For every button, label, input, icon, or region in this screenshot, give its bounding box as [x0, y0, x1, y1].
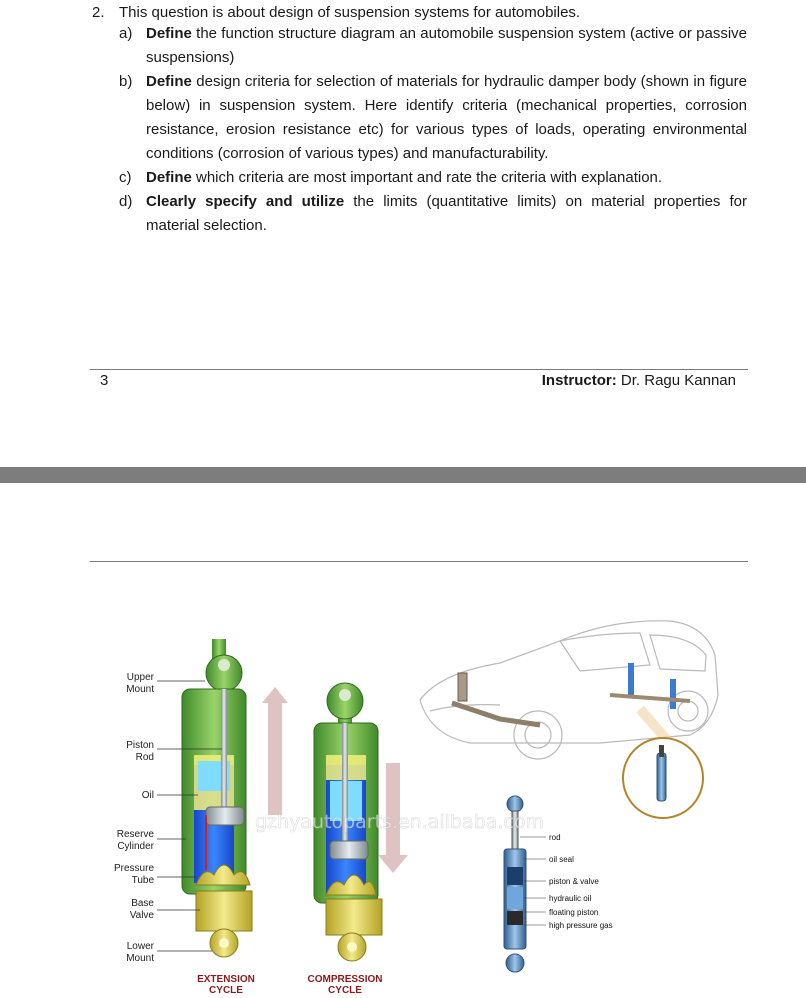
question-item-a: [119, 22, 747, 70]
question-title: This question is about design of suspension systems for automobiles.: [119, 4, 581, 21]
label-hydraulic-oil: hydraulic oil: [549, 894, 592, 903]
instructor-label: Instructor:: [541, 372, 617, 389]
instructor-credit: [542, 372, 736, 389]
header-rule: [90, 561, 748, 562]
question-item-d: [119, 190, 747, 238]
label-base-valve: Base Valve: [129, 898, 154, 921]
item-text: design criteria for selection of materials for hydraulic damper body (shown in figure below) in suspension system. Here identify criteria (mechanical properties, corrosion resistance, erosion resistance etc) for various types of loads, operating environmental conditions (corrosion of various types) and manufacturability.: [146, 73, 747, 162]
label-oil-seal: oil seal: [549, 855, 574, 864]
item-label: c): [119, 169, 132, 186]
question-item-b: [119, 70, 747, 166]
item-keyword: Clearly specify and utilize: [146, 193, 345, 210]
item-keyword: Define: [146, 169, 192, 186]
page-break-band: [0, 467, 806, 483]
page-number: 3: [100, 372, 109, 389]
item-label: b): [119, 73, 133, 90]
label-piston-rod: Piston Rod: [126, 740, 154, 763]
item-text: the limits (quantitative limits) on material properties for material selection.: [146, 193, 747, 234]
label-reserve-cylinder: Reserve Cylinder: [116, 829, 154, 852]
label-lower-mount: Lower Mount: [126, 941, 154, 964]
question-item-c: [119, 166, 747, 190]
item-label: a): [119, 25, 133, 42]
label-floating-piston: floating piston: [549, 908, 599, 917]
label-piston-valve: piston & valve: [549, 877, 599, 886]
footer-rule: [90, 369, 748, 370]
label-rod: rod: [549, 833, 561, 842]
item-text: the function structure diagram an automobile suspension system (active or passive suspensions): [146, 25, 747, 66]
item-keyword: Define: [146, 73, 192, 90]
item-keyword: Define: [146, 25, 192, 42]
watermark-text: gzhyautoparts.en.alibaba.com: [255, 811, 544, 833]
item-text: which criteria are most important and rate the criteria with explanation.: [191, 169, 663, 186]
label-upper-mount: Upper Mount: [126, 672, 154, 695]
item-label: d): [119, 193, 133, 210]
damper-zoom-circle: [623, 738, 703, 818]
instructor-name: Dr. Ragu Kannan: [616, 372, 736, 389]
label-pressure-tube: Pressure Tube: [113, 863, 154, 886]
caption-extension-cycle: EXTENSION CYCLE: [197, 974, 255, 996]
question-number: 2.: [92, 4, 105, 21]
caption-compression-cycle: COMPRESSION CYCLE: [307, 974, 383, 996]
extension-damper: [182, 639, 252, 957]
label-high-pressure-gas: high pressure gas: [549, 921, 613, 930]
label-oil: Oil: [141, 790, 154, 801]
damper-figure: [0, 585, 806, 998]
extension-arrow: [262, 687, 288, 815]
